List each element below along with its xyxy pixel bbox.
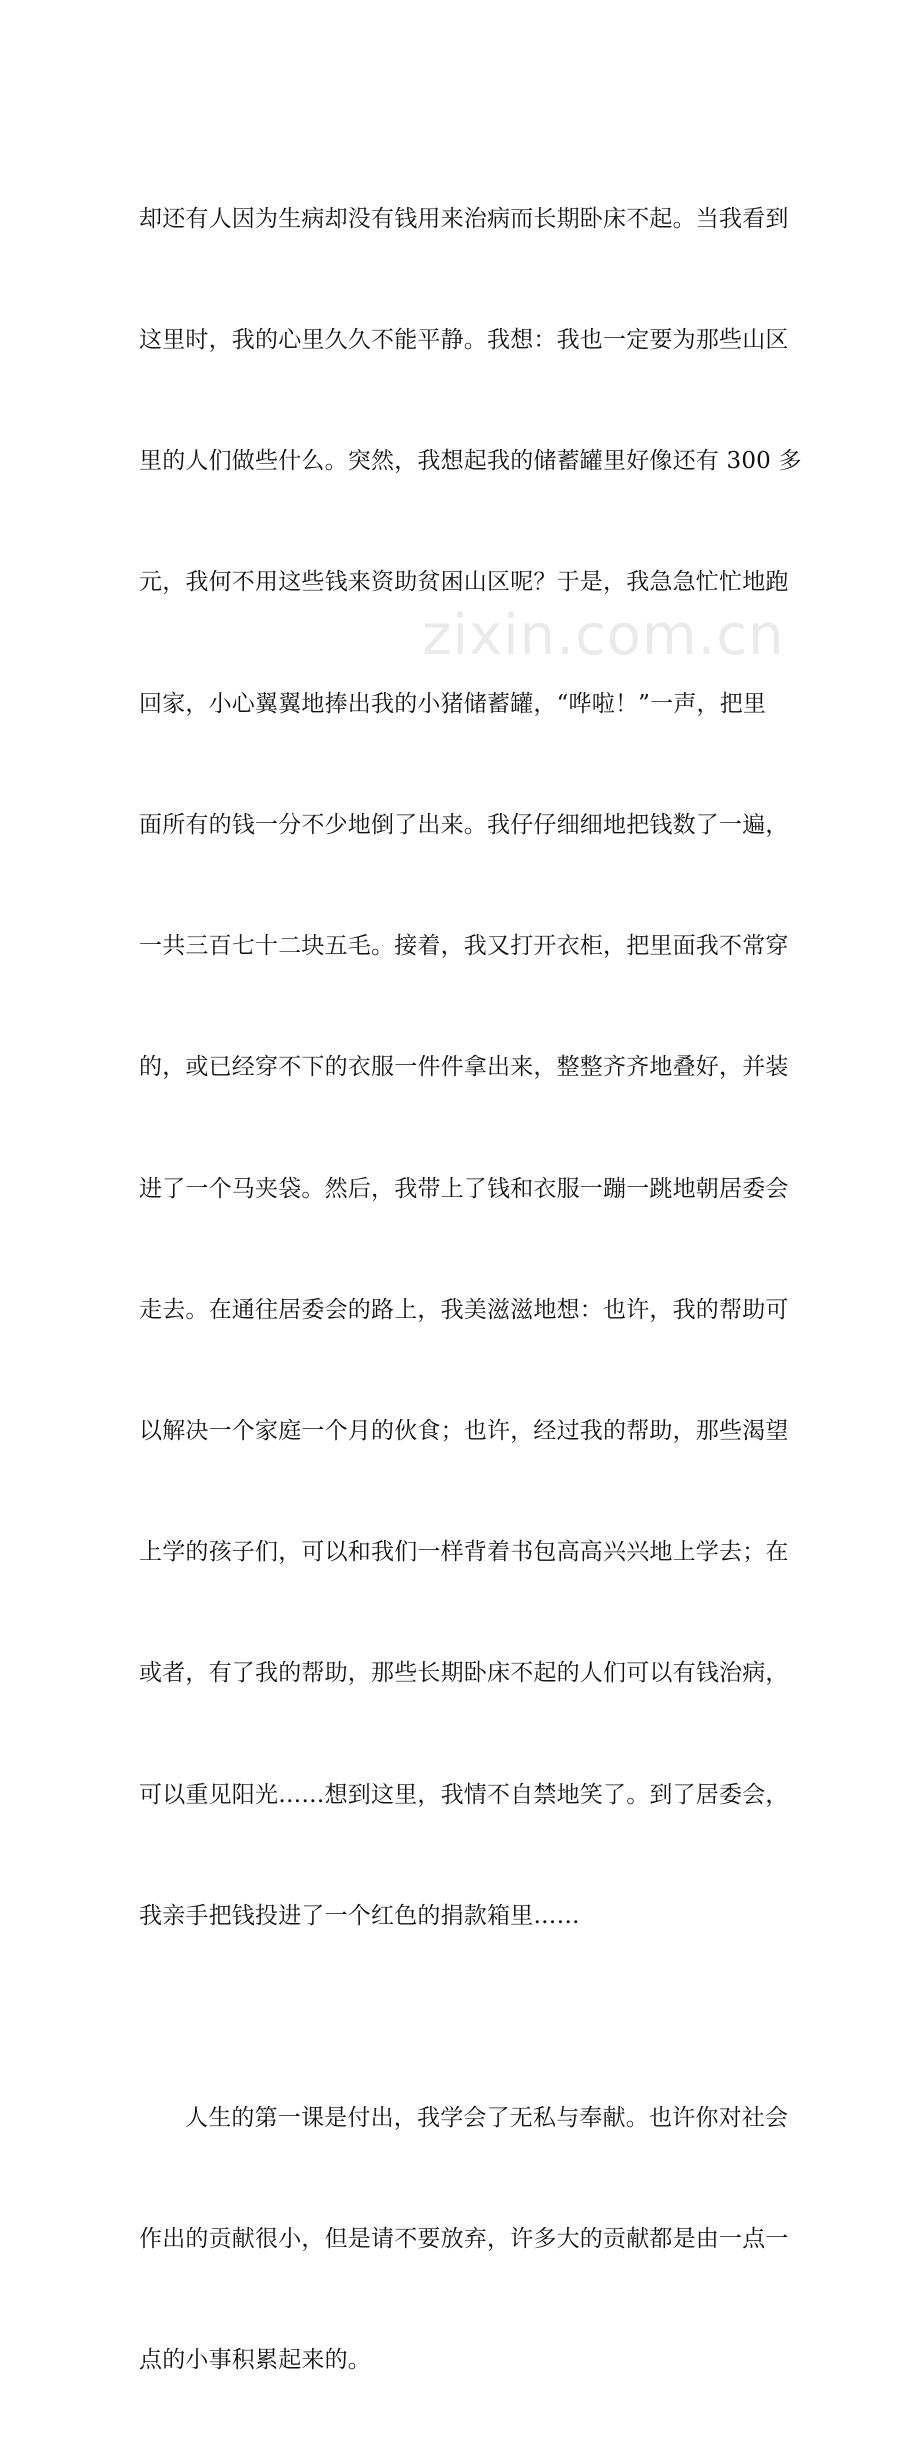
- text-line: 进了一个马夹袋。然后，我带上了钱和衣服一蹦一跳地朝居委会: [139, 1175, 789, 1202]
- text-line: 回家，小心翼翼地捧出我的小猪储蓄罐，“哗啦！”一声，把里: [139, 690, 767, 717]
- text-line: 人生的第一课是付出，我学会了无私与奉献。也许你对社会: [185, 2104, 789, 2131]
- paragraph-2: [139, 2017, 789, 2461]
- text-line: 面所有的钱一分不少地倒了出来。我仔仔细细地把钱数了一遍，: [139, 811, 789, 838]
- text-line: 作出的贡献很小，但是请不要放弃，许多大的贡献都是由一点一: [139, 2226, 789, 2253]
- text-line: 元，我何不用这些钱来资助贫困山区呢？于是，我急急忙忙地跑: [139, 569, 789, 596]
- text-line: 我亲手把钱投进了一个红色的捐款箱里……: [139, 1902, 580, 1929]
- watermark: zixin.com.cn: [422, 603, 785, 668]
- text-line: 可以重见阳光……想到这里，我情不自禁地笑了。到了居委会，: [139, 1781, 789, 1808]
- text-line: 一共三百七十二块五毛。接着，我又打开衣柜，把里面我不常穿: [139, 933, 789, 960]
- text-line: 上学的孩子们，可以和我们一样背着书包高高兴兴地上学去；在: [139, 1539, 789, 1566]
- text-line: 里的人们做些什么。突然，我想起我的储蓄罐里好像还有 300 多: [139, 448, 802, 475]
- paragraph-1: [139, 118, 802, 2017]
- text-line: 点的小事积累起来的。: [139, 2347, 371, 2374]
- text-line: 这里时，我的心里久久不能平静。我想：我也一定要为那些山区: [139, 327, 789, 354]
- text-line: 以解决一个家庭一个月的伙食；也许，经过我的帮助，那些渴望: [139, 1418, 789, 1444]
- text-line: 却还有人因为生病却没有钱用来治病而长期卧床不起。当我看到: [139, 205, 789, 232]
- document-body: [139, 118, 802, 2462]
- text-line: 或者，有了我的帮助，那些长期卧床不起的人们可以有钱治病，: [139, 1660, 789, 1687]
- text-line: 的，或已经穿不下的衣服一件件拿出来，整整齐齐地叠好，并装: [139, 1054, 789, 1081]
- text-line: 走去。在通往居委会的路上，我美滋滋地想：也许，我的帮助可: [139, 1296, 789, 1323]
